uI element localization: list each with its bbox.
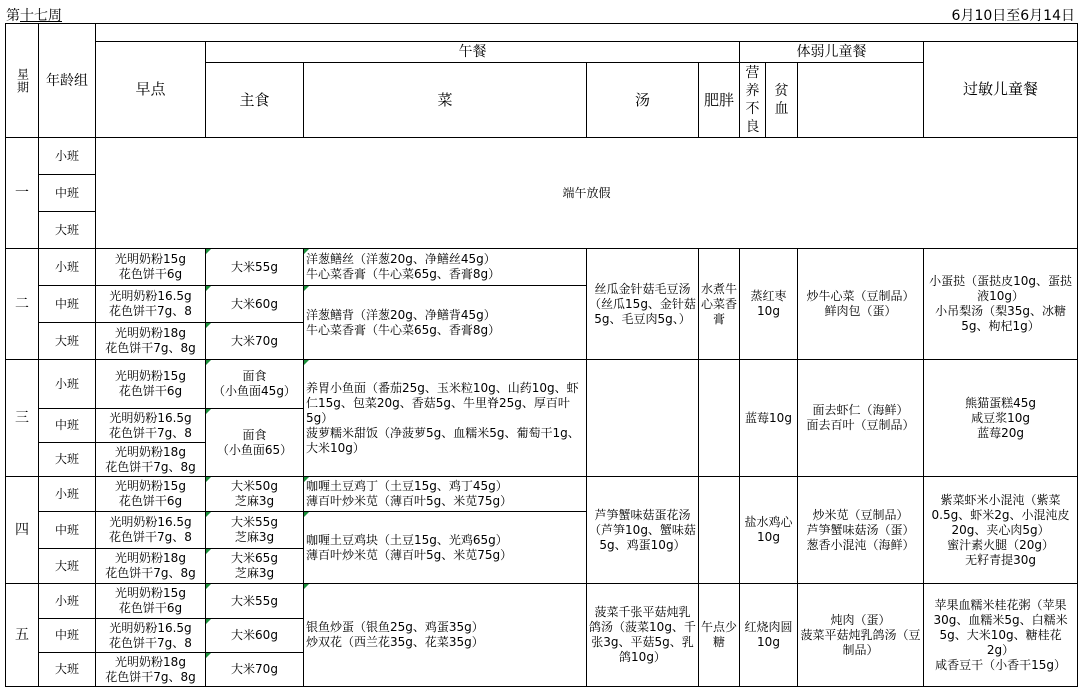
date-range: 6月10日至6月14日 <box>951 8 1075 24</box>
staple-cell: 面食 （小鱼面45g） <box>206 360 304 409</box>
snack-cell: 紫菜虾米小混沌（紫菜0.5g、虾米2g、小混沌皮20g、夹心肉5g） 蜜汁素火腿（20g） 无籽青提30g <box>924 477 1078 584</box>
group-label: 小班 <box>39 584 96 619</box>
staple-cell: 大米50g 芝麻3g <box>206 477 304 512</box>
obese-cell: 水煮牛心菜香膏 <box>699 249 740 360</box>
col-breakfast: 早点 <box>96 42 206 138</box>
soup-cell <box>587 360 699 477</box>
weekly-menu-table <box>5 23 1078 687</box>
group-label: 大班 <box>39 653 96 687</box>
day-label: 二 <box>6 249 39 360</box>
breakfast-cell: 光明奶粉15g 花色饼干6g <box>96 360 206 409</box>
obese-cell <box>699 477 740 584</box>
soup-cell: 菠菜千张平菇炖乳鸽汤（菠菜10g、千张3g、平菇5g、乳鸽10g） <box>587 584 699 687</box>
staple-cell: 大米55g <box>206 584 304 619</box>
dish-cell: 咖喱土豆鸡块（土豆15g、光鸡65g） 薄百叶炒米苋（薄百叶5g、米苋75g） <box>304 512 587 584</box>
breakfast-cell: 光明奶粉15g 花色饼干6g <box>96 584 206 619</box>
col-malnutrition: 营养不良 <box>740 63 766 138</box>
holiday-notice: 端午放假 <box>96 138 1078 249</box>
col-age-group: 年龄组 <box>39 24 96 138</box>
soup-cell: 芦笋蟹味菇蛋花汤（芦笋10g、蟹味菇5g、鸡蛋10g） <box>587 477 699 584</box>
obese-cell: 午点少糖 <box>699 584 740 687</box>
week-prefix: 第 <box>6 8 20 24</box>
anemia-cell: 红烧肉圆10g <box>740 584 798 687</box>
staple-cell: 面食 （小鱼面65） <box>206 409 304 477</box>
allergy-cell: 炒牛心菜（豆制品） 鲜肉包（蛋） <box>798 249 924 360</box>
breakfast-cell: 光明奶粉16.5g 花色饼干7g、8 <box>96 409 206 443</box>
breakfast-cell: 光明奶粉18g 花色饼干7g、8g <box>96 443 206 477</box>
group-label: 中班 <box>39 512 96 549</box>
breakfast-cell: 光明奶粉15g 花色饼干6g <box>96 477 206 512</box>
group-label: 小班 <box>39 138 96 175</box>
col-staple: 主食 <box>206 63 304 138</box>
dish-cell: 洋葱鳝丝（洋葱20g、净鳝丝45g） 牛心菜香膏（牛心菜65g、香膏8g） <box>304 249 587 286</box>
breakfast-cell: 光明奶粉16.5g 花色饼干7g、8 <box>96 619 206 653</box>
obese-cell <box>699 360 740 477</box>
col-dish: 菜 <box>304 63 587 138</box>
breakfast-cell: 光明奶粉16.5g 花色饼干7g、8 <box>96 512 206 549</box>
allergy-cell: 炒米苋（豆制品） 芦笋蟹味菇汤（蛋） 葱香小混沌（海鲜） <box>798 477 924 584</box>
group-label: 大班 <box>39 212 96 249</box>
col-weekday: 星期 <box>6 24 39 138</box>
soup-cell: 丝瓜金针菇毛豆汤（丝瓜15g、金针菇5g、毛豆肉5g、） <box>587 249 699 360</box>
staple-cell: 大米70g <box>206 653 304 687</box>
col-weak-meal: 体弱儿童餐 <box>740 42 924 63</box>
week-number: 十七 <box>20 8 48 24</box>
staple-cell: 大米70g <box>206 323 304 360</box>
col-obese: 肥胖 <box>699 63 740 138</box>
dish-cell: 银鱼炒蛋（银鱼25g、鸡蛋35g） 炒双花（西兰花35g、花菜35g） <box>304 584 587 687</box>
snack-cell: 熊猫蛋糕45g 咸豆浆10g 蓝莓20g <box>924 360 1078 477</box>
day-label: 五 <box>6 584 39 687</box>
anemia-cell: 蒸红枣10g <box>740 249 798 360</box>
day-label: 三 <box>6 360 39 477</box>
group-label: 中班 <box>39 619 96 653</box>
anemia-cell: 蓝莓10g <box>740 360 798 477</box>
staple-cell: 大米55g <box>206 249 304 286</box>
col-allergy: 过敏儿童餐 <box>924 42 1078 138</box>
day-label: 一 <box>6 138 39 249</box>
dish-cell: 养胃小鱼面（番茄25g、玉米粒10g、山药10g、虾仁15g、包菜20g、香菇5g、牛里脊25g、厚百叶5g） 菠萝糯米甜饭（净菠萝5g、血糯米5g、葡萄干1g、大米10g） <box>304 360 587 477</box>
group-label: 大班 <box>39 443 96 477</box>
allergy-cell: 面去虾仁（海鲜） 面去百叶（豆制品） <box>798 360 924 477</box>
group-label: 中班 <box>39 175 96 212</box>
staple-cell: 大米60g <box>206 286 304 323</box>
day-label: 四 <box>6 477 39 584</box>
dish-cell: 咖喱土豆鸡丁（土豆15g、鸡丁45g） 薄百叶炒米苋（薄百叶5g、米苋75g） <box>304 477 587 512</box>
header-blank <box>96 24 1078 42</box>
breakfast-cell: 光明奶粉15g 花色饼干6g <box>96 249 206 286</box>
group-label: 小班 <box>39 360 96 409</box>
staple-cell: 大米55g 芝麻3g <box>206 512 304 549</box>
breakfast-cell: 光明奶粉18g 花色饼干7g、8g <box>96 653 206 687</box>
breakfast-cell: 光明奶粉16.5g 花色饼干7g、8 <box>96 286 206 323</box>
snack-cell: 小蛋挞（蛋挞皮10g、蛋挞液10g） 小吊梨汤（梨35g、冰糖5g、枸杞1g） <box>924 249 1078 360</box>
group-label: 中班 <box>39 286 96 323</box>
col-anemia: 贫血 <box>766 63 798 138</box>
group-label: 小班 <box>39 477 96 512</box>
sheet-header <box>0 0 1079 24</box>
group-label: 大班 <box>39 323 96 360</box>
col-lunch: 午餐 <box>206 42 740 63</box>
snack-cell: 苹果血糯米桂花粥（苹果30g、血糯米5g、白糯米5g、大米10g、糖桂花2g） 咸香豆干（小香干15g） <box>924 584 1078 687</box>
week-suffix: 周 <box>48 8 62 24</box>
staple-cell: 大米60g <box>206 619 304 653</box>
group-label: 大班 <box>39 549 96 584</box>
group-label: 中班 <box>39 409 96 443</box>
allergy-cell: 炖肉（蛋） 菠菜平菇炖乳鸽汤（豆制品） <box>798 584 924 687</box>
week-label <box>6 5 62 25</box>
dish-cell: 洋葱鳝背（洋葱20g、净鳝背45g） 牛心菜香膏（牛心菜65g、香膏8g） <box>304 286 587 360</box>
breakfast-cell: 光明奶粉18g 花色饼干7g、8g <box>96 323 206 360</box>
staple-cell: 大米65g 芝麻3g <box>206 549 304 584</box>
anemia-cell: 盐水鸡心10g <box>740 477 798 584</box>
breakfast-cell: 光明奶粉18g 花色饼干7g、8g <box>96 549 206 584</box>
group-label: 小班 <box>39 249 96 286</box>
col-soup: 汤 <box>587 63 699 138</box>
